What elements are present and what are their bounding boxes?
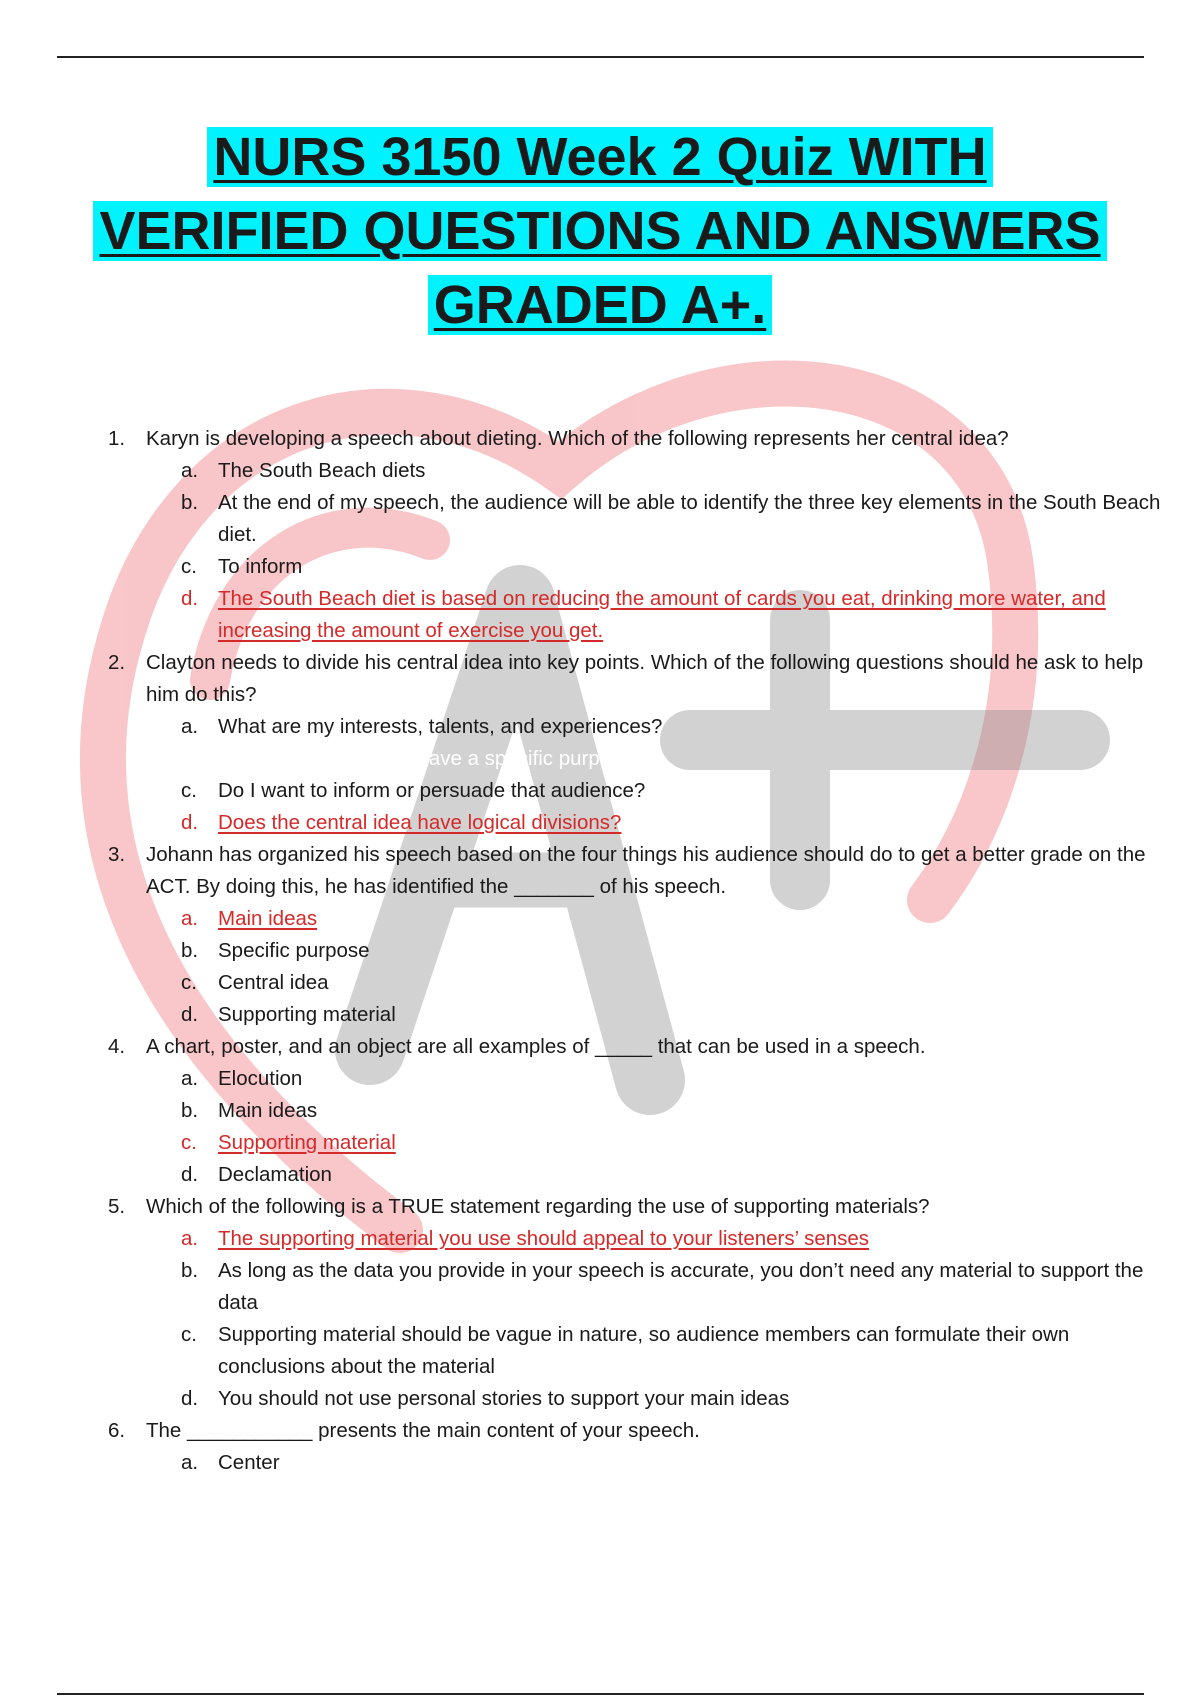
option-letter: d. [181, 1003, 199, 1026]
question-number: 4. [108, 1035, 126, 1058]
question-number: 6. [108, 1419, 126, 1442]
option-letter: b. [181, 747, 199, 770]
option-letter: a. [181, 1067, 199, 1090]
question-text: A chart, poster, and an object are all examples of _____ that can be used in a speech. [146, 1035, 926, 1058]
option-text: Specific purpose [218, 939, 370, 962]
option-text: To inform [218, 555, 303, 578]
title-line-3: GRADED A+. [428, 275, 773, 335]
option-3a-correct-answer [108, 903, 1168, 935]
option-4b [108, 1095, 1168, 1127]
question-number: 3. [108, 843, 126, 866]
option-text: Main ideas [218, 1099, 318, 1122]
option-letter: a. [181, 715, 199, 738]
option-4d [108, 1159, 1168, 1191]
question-2 [108, 647, 1168, 711]
option-letter: b. [181, 491, 199, 514]
option-3c [108, 967, 1168, 999]
option-5b [108, 1255, 1168, 1319]
option-2a [108, 711, 1168, 743]
question-5 [108, 1191, 1168, 1223]
option-letter: b. [181, 939, 199, 962]
option-3d [108, 999, 1168, 1031]
option-1a [108, 455, 1168, 487]
option-text: Do I want to inform or persuade that audience? [218, 779, 646, 802]
option-text: Supporting material should be vague in nature, so audience members can formulate their own conclusions about the material [218, 1323, 1070, 1378]
option-text: Central idea [218, 971, 329, 994]
option-letter: c. [181, 971, 197, 994]
option-letter: c. [181, 1323, 197, 1346]
option-text: You should not use personal stories to support your main ideas [218, 1387, 790, 1410]
option-text: As long as the data you provide in your speech is accurate, you don’t need any material to support the data [218, 1259, 1144, 1314]
option-letter: a. [181, 907, 199, 930]
option-letter: c. [181, 1131, 197, 1154]
option-text: Declamation [218, 1163, 332, 1186]
question-4 [108, 1031, 1168, 1063]
option-2c [108, 775, 1168, 807]
option-text: Does the central idea have a specific purpose? [218, 747, 645, 770]
question-text: Karyn is developing a speech about dieting. Which of the following represents her central idea? [146, 427, 1009, 450]
option-5a-correct-answer [108, 1223, 1168, 1255]
option-2d-correct-answer [108, 807, 1168, 839]
title-line-1: NURS 3150 Week 2 Quiz WITH [207, 127, 992, 187]
bottom-rule [57, 1693, 1144, 1695]
option-letter: b. [181, 1099, 199, 1122]
option-letter: a. [181, 1227, 199, 1250]
option-1c [108, 551, 1168, 583]
question-text: The ___________ presents the main content of your speech. [146, 1419, 700, 1442]
option-4c-correct-answer [108, 1127, 1168, 1159]
option-letter: b. [181, 1259, 199, 1282]
question-1 [108, 423, 1168, 455]
option-text: At the end of my speech, the audience will be able to identify the three key elements in the South Beach diet. [218, 491, 1161, 546]
option-letter: d. [181, 811, 199, 834]
option-5d [108, 1383, 1168, 1415]
quiz-list [108, 423, 1168, 1479]
option-text: The supporting material you use should appeal to your listeners’ senses [218, 1227, 870, 1250]
document-title [60, 120, 1140, 342]
option-text: Center [218, 1451, 280, 1474]
option-text: Does the central idea have logical divisions? [218, 811, 622, 834]
top-rule [57, 56, 1144, 58]
option-6a [108, 1447, 1168, 1479]
option-1d-correct-answer [108, 583, 1168, 647]
option-text: Elocution [218, 1067, 303, 1090]
option-text: Supporting material [218, 1003, 396, 1026]
option-letter: d. [181, 1387, 199, 1410]
option-letter: a. [181, 459, 199, 482]
title-line-2: VERIFIED QUESTIONS AND ANSWERS [93, 201, 1106, 261]
option-text: Supporting material [218, 1131, 396, 1154]
option-3b [108, 935, 1168, 967]
option-letter: c. [181, 555, 197, 578]
question-3 [108, 839, 1168, 903]
question-6 [108, 1415, 1168, 1447]
option-2b [108, 743, 1168, 775]
option-letter: a. [181, 1451, 199, 1474]
option-letter: d. [181, 587, 199, 610]
question-number: 2. [108, 651, 126, 674]
option-letter: d. [181, 1163, 199, 1186]
option-letter: c. [181, 779, 197, 802]
option-1b [108, 487, 1168, 551]
question-number: 1. [108, 427, 126, 450]
option-text: The South Beach diets [218, 459, 426, 482]
question-text: Johann has organized his speech based on the four things his audience should do to get a better grade on the ACT. By doing this, he has identified the _______ of his speech. [146, 843, 1146, 898]
question-number: 5. [108, 1195, 126, 1218]
option-5c [108, 1319, 1168, 1383]
question-text: Clayton needs to divide his central idea into key points. Which of the following questions should he ask to help him do this? [146, 651, 1144, 706]
option-text: The South Beach diet is based on reducing the amount of cards you eat, drinking more water, and increasing the amount of exercise you get. [218, 587, 1106, 642]
option-text: What are my interests, talents, and experiences? [218, 715, 663, 738]
option-4a [108, 1063, 1168, 1095]
option-text: Main ideas [218, 907, 318, 930]
question-text: Which of the following is a TRUE statement regarding the use of supporting materials? [146, 1195, 930, 1218]
